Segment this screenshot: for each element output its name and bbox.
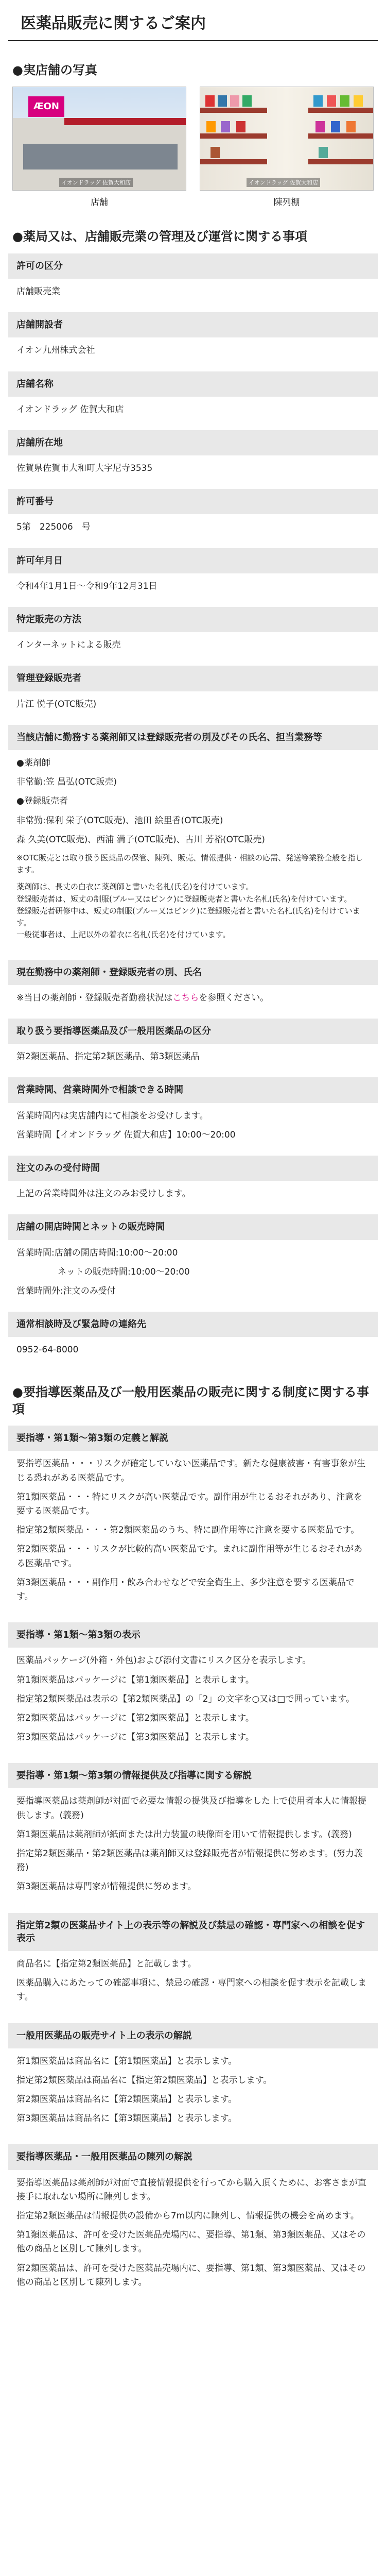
contact-phone[interactable]: 0952-64-8000 xyxy=(16,1345,79,1355)
item-label: 店舗所在地 xyxy=(8,430,378,455)
registered-names-1: 非常勤:保利 栄子(OTC販売)、池田 絵里香(OTC販売) xyxy=(16,815,223,826)
item-value: 5第 225006 号 xyxy=(16,522,91,533)
pharmacist-name: 非常勤:笠 昌弘(OTC販売) xyxy=(16,777,117,788)
system-list xyxy=(8,1426,378,2301)
system-heading: ●要指導医薬品及び一般用医薬品の販売に関する制度に関する事項 xyxy=(12,1385,369,1416)
item-value: 店舗販売業 xyxy=(16,286,60,297)
site-items-label: 一般用医薬品の販売サイト上の表示の解説 xyxy=(8,2023,378,2048)
contact-label: 通常相談時及び緊急時の連絡先 xyxy=(8,1312,378,1337)
store-photo xyxy=(12,87,186,208)
staff-note: 薬剤師は、長丈の白衣に薬剤師と書いた名札(氏名)を付けています。 xyxy=(16,882,254,892)
store-image xyxy=(12,87,186,191)
staff-note: ※OTC販売とは取り扱う医薬品の保管、陳列、販売、情報提供・相談の応需、発送等業務全般を指します。 xyxy=(16,853,363,875)
orders-label: 注文のみの受付時間 xyxy=(8,1156,378,1181)
page-title: 医薬品販売に関するご案内 xyxy=(8,0,378,41)
item-value: 令和4年1月1日～令和9年12月31日 xyxy=(16,581,157,591)
photo-overlay: イオンドラッグ 佐賀大和店 xyxy=(247,178,320,187)
item-value: 佐賀県佐賀市大和町大字尼寺3535 xyxy=(16,463,153,474)
item-label: 許可の区分 xyxy=(8,253,378,279)
staff-value xyxy=(8,750,378,953)
staff-label: 当該店舗に勤務する薬剤師又は登録販売者の別及びその氏名、担当業務等 xyxy=(8,725,378,750)
staff-note: 登録販売者研修中は、短丈の制服(ブルー又はピンク)に登録販売者と書いた名札(氏名)を付けています。 xyxy=(16,906,360,928)
photo-caption: 店舗 xyxy=(91,197,108,208)
hours-label: 営業時間、営業時間外で相談できる時間 xyxy=(8,1077,378,1103)
item-label: 許可番号 xyxy=(8,489,378,514)
display-value: 医薬品パッケージ(外箱・外包)および添付文書にリスク区分を表示します。 第1類医薬品はパッケージに【第1類医薬品】と表示します。 指定第2類医薬品は表示の【第2類医薬品】の「2」の文字を○又は□で囲っています。 第2類医薬品はパッケージに【第2類医薬品】と表示します。 第3類医薬品はパッケージに【第3類医薬品】と表示します。 xyxy=(16,1655,355,1743)
staff-note: 登録販売者は、短丈の制服(ブルー又はピンク)に登録販売者と書いた名札(氏名)を付けています。 xyxy=(16,894,352,904)
photo-gallery xyxy=(12,87,374,208)
open-hours-value: 営業時間:店舗の開店時間:10:00～20:00 ネットの販売時間:10:00～20:00 営業時間外:注文のみ受付 xyxy=(16,1247,190,1296)
registered-heading: ●登録販売者 xyxy=(16,796,68,807)
item-label: 店舗開設者 xyxy=(8,312,378,337)
item-label: 管理登録販売者 xyxy=(8,666,378,691)
photo-caption: 陳列棚 xyxy=(273,197,300,208)
handled-label: 取り扱う要指導医薬品及び一般用医薬品の区分 xyxy=(8,1019,378,1044)
registered-names-2: 森 久美(OTC販売)、西浦 満子(OTC販売)、古川 芳裕(OTC販売) xyxy=(16,834,265,845)
orders-value: 上記の営業時間外は注文のみお受けします。 xyxy=(16,1189,191,1199)
hours-value: 営業時間内は実店舗内にて相談をお受けします。 営業時間【イオンドラッグ 佐賀大和店】10:00～20:00 xyxy=(16,1110,236,1140)
info-label: 要指導・第1類～第3類の情報提供及び指導に関する解説 xyxy=(8,1763,378,1788)
arrangement-value: 要指導医薬品は薬剤師が対面で直接情報提供を行ってから購入頂くために、お客さまが直接手に取れない場所に陳列します。 指定第2類医薬品は情報提供の設備から7m以内に陳列し、情報提供の機会を高めます。 第1類医薬品は、許可を受けた医薬品売場内に、要指導、第1類、第3類医薬品、又はその他の商品と区別して陳列します。 第2類医薬品は、許可を受けた医薬品売場内に、要指導、第1類、第3類医薬品、又はその他の商品と区別して陳列します。 xyxy=(16,2177,366,2287)
site-display-label: 指定第2類の医薬品サイト上の表示等の解説及び禁忌の確認・専門家への相談を促す表示 xyxy=(8,1913,378,1951)
current-staff-link[interactable]: こちら xyxy=(172,992,199,1003)
aeon-logo: ÆON xyxy=(28,96,64,117)
mgmt-list xyxy=(8,253,378,1364)
item-value: 片江 悦子(OTC販売) xyxy=(16,699,97,709)
photo-overlay: イオンドラッグ 佐賀大和店 xyxy=(59,178,133,187)
defs-value: 要指導医薬品・・・リスクが確定していない医薬品です。新たな健康被害・有害事象が生じる恐れがある医薬品です。 第1類医薬品・・・特にリスクが高い医薬品です。副作用が生じるおそれがあり、注意を要する医薬品です。 指定第2類医薬品・・・第2類医薬品のうち、特に副作用等に注意を要する医薬品です。 第2類医薬品・・・リスクが比較的高い医薬品です。まれに副作用等が生じるおそれがある医薬品です。 第3類医薬品・・・副作用・飲み合わせなどで安全衛生上、多少注意を要する医薬品です。 xyxy=(16,1459,366,1602)
item-value: イオンドラッグ 佐賀大和店 xyxy=(16,404,124,415)
shelf-photo xyxy=(200,87,374,208)
site-display-value: 商品名に【指定第2類医薬品】と記載します。 医薬品購入にあたっての確認事項に、禁忌の確認・専門家への相談を促す表示を記載します。 xyxy=(16,1958,366,2003)
site-items-value: 第1類医薬品は商品名に【第1類医薬品】と表示します。 指定第2類医薬品は商品名に【指定第2類医薬品】と表示します。 第2類医薬品は商品名に【第2類医薬品】と表示します。 第3類医薬品は商品名に【第3類医薬品】と表示します。 xyxy=(16,2056,272,2124)
info-value: 要指導医薬品は薬剤師が対面で必要な情報の提供及び指導をした上で使用者本人に情報提供します。(義務) 第1類医薬品は薬剤師が紙面または出力装置の映像面を用いて情報提供します。(義務) 指定第2類医薬品・第2類医薬品は薬剤師又は登録販売者が情報提供に努めます。(努力義務) 第3類医薬品は専門家が情報提供に努めます。 xyxy=(16,1796,366,1892)
pharmacist-heading: ●薬剤師 xyxy=(16,757,50,768)
handled-value: 第2類医薬品、指定第2類医薬品、第3類医薬品 xyxy=(16,1052,200,1062)
item-value: インターネットによる販売 xyxy=(16,640,121,651)
current-staff-value: ※当日の薬剤師・登録販売者勤務状況はこちらを参照ください。 xyxy=(16,992,269,1003)
defs-label: 要指導・第1類～第3類の定義と解説 xyxy=(8,1426,378,1451)
staff-note: 一般従事者は、上記以外の着衣に名札(氏名)を付けています。 xyxy=(16,930,231,940)
display-label: 要指導・第1類～第3類の表示 xyxy=(8,1622,378,1648)
open-hours-label: 店舗の開店時間とネットの販売時間 xyxy=(8,1214,378,1240)
item-value: イオン九州株式会社 xyxy=(16,345,95,356)
arrangement-label: 要指導医薬品・一般用医薬品の陳列の解説 xyxy=(8,2144,378,2170)
item-label: 店舗名称 xyxy=(8,371,378,397)
mgmt-heading: ●薬局又は、店舗販売業の管理及び運営に関する事項 xyxy=(12,229,307,244)
item-label: 許可年月日 xyxy=(8,548,378,573)
current-staff-label: 現在勤務中の薬剤師・登録販売者の別、氏名 xyxy=(8,960,378,985)
shelf-image xyxy=(200,87,374,191)
photos-heading: ●実店舗の写真 xyxy=(12,63,97,77)
item-label: 特定販売の方法 xyxy=(8,607,378,632)
